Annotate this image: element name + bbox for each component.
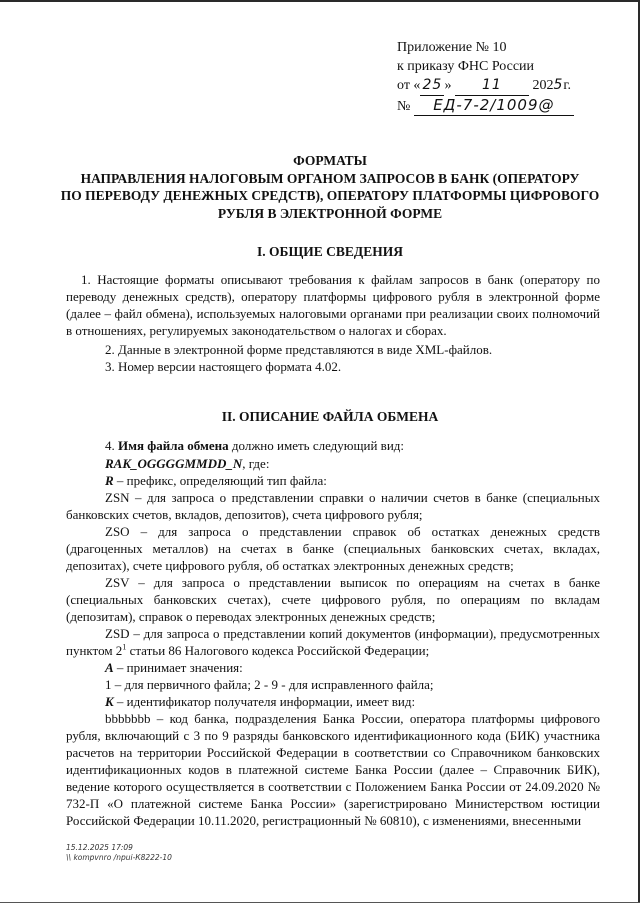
a-values: 1 – для первичного файла; 2 - 9 - для исправленного файла; xyxy=(105,677,434,692)
file-name-pattern: RAK_OGGGGMMDD_N, где: xyxy=(105,456,270,471)
prefix-a: A – принимает значения: xyxy=(105,660,243,675)
handwritten-day: 25 xyxy=(420,76,444,96)
appendix-block xyxy=(397,38,574,116)
document-title: ФОРМАТЫ НАПРАВЛЕНИЯ НАЛОГОВЫМ ОРГАНОМ ЗАПРОСОВ В БАНК (ОПЕРАТОРУ ПО ПЕРЕВОДУ ДЕНЕЖНЫХ СРЕДСТВ), ОПЕРАТОРУ ПЛАТФОРМЫ ЦИФРОВОГО РУБЛЯ В ЭЛЕКТРОННОЙ ФОРМЕ xyxy=(60,153,600,221)
appendix-date: от « 25 » 11 2025г. xyxy=(397,76,574,96)
prefix-r: R – префикс, определяющий тип файла: xyxy=(105,473,327,488)
scan-edge-top xyxy=(0,0,640,2)
bank-code-description: bbbbbbb – код банка, подразделения Банка России, оператора платформы цифрового рубля, включающий с 3 по 9 разряды банковского идентификационного кода (БИК) участника расчетов на территории Российской Федерации в соответствии со Справочником банковских идентификационных кодов в платежной системе Банка России (далее – Справочник БИК), ведение которого осуществляется в соответствии с Положением Банка России от 24.09.2020 № 732-П «О платежной системе Банка России» (зарегистрировано Министерством юстиции Российской Федерации 10.11.2020, регистрационный № 60810), с изменениями, внесенными xyxy=(66,711,600,828)
handwritten-order-number: ЕД-7-2/1009@ xyxy=(414,96,574,116)
handwritten-year: 5 xyxy=(553,77,564,93)
appendix-order: к приказу ФНС России xyxy=(397,59,535,74)
paragraph-4: 4. Имя файла обмена должно иметь следующий вид: xyxy=(105,438,405,453)
file-name-term: Имя файла обмена xyxy=(118,438,229,453)
appendix-title: Приложение № 10 xyxy=(397,40,507,55)
item-zso: ZSO – для запроса о представлении справок об остатках денежных средств (драгоценных металлов) на счетах в банке (специальных банковских счетах, вкладах, депозитах), счете цифрового рубля, об остатках электронных денежных средств; xyxy=(66,524,600,573)
handwritten-month: 11 xyxy=(455,76,529,96)
item-zsn: ZSN – для запроса о представлении справки о наличии счетов в банке (специальных банковских счетов, вкладов, депозитов), счета цифрового рубля; xyxy=(66,490,600,522)
paragraph-1: 1. Настоящие форматы описывают требования к файлам запросов в банк (оператору по переводу денежных средств), оператору платформы цифрового рубля в электронной форме (далее – файл обмена), используемых налоговыми органами при реализации своих полномочий в отношениях, регулируемых законодательством о налогах и сборах. xyxy=(66,272,600,338)
paragraph-3: 3. Номер версии настоящего формата 4.02. xyxy=(105,359,342,374)
item-zsv: ZSV – для запроса о представлении выписок по операциям на счетах в банке (специальных банковских счетах), счете цифрового рубля, по операциям по вкладам (депозитам), справок о переводах электронных денежных средств; xyxy=(66,575,600,624)
paragraph-2: 2. Данные в электронной форме представляются в виде XML-файлов. xyxy=(105,342,493,357)
prefix-k: K – идентификатор получателя информации, имеет вид: xyxy=(105,694,416,709)
item-zsd: ZSD – для запроса о представлении копий документов (информации), предусмотренных пунктом $2^1$ статьи 86 Налогового кодекса Российской Федерации; xyxy=(66,626,600,658)
section-1-heading: I. ОБЩИЕ СВЕДЕНИЯ xyxy=(257,244,403,259)
section-2-heading: II. ОПИСАНИЕ ФАЙЛА ОБМЕНА xyxy=(221,409,439,424)
appendix-number: № ЕД-7-2/1009@ xyxy=(397,96,574,116)
print-footer: 15.12.2025 17:09 \\ kompvnro /npui-К8222-10 xyxy=(66,843,172,862)
